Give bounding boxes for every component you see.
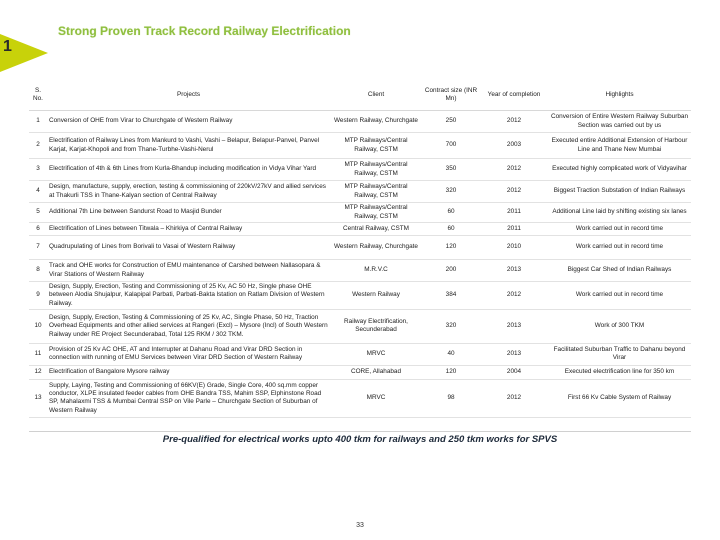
row-highlight: Work of 300 TKM xyxy=(594,322,645,330)
row-project: Track and OHE works for Construction of EMU maintenance of Carshed between Nallasopara & Virar Stations of Western Railway xyxy=(49,262,321,278)
row-year: 2013 xyxy=(506,322,522,330)
col-header-projects: Projects xyxy=(176,90,201,98)
row-project: Electrification of Bangalore Mysore railway xyxy=(49,368,170,376)
row-sno: 13 xyxy=(34,394,42,402)
page-title: Strong Proven Track Record Railway Electrification xyxy=(58,24,351,38)
col-header-highlights: Highlights xyxy=(605,90,634,98)
row-project: Conversion of OHE from Virar to Churchgate of Western Railway xyxy=(49,117,233,125)
row-contract-size: 700 xyxy=(445,141,457,149)
row-project: Design, Supply, Erection, Testing and Commissioning of 25 Kv, AC 50 Hz, Single phase OHE between Alodia Shujalpur, Kalapipal Parbati, Parbati-Bakta lstation on Ratlam Division of Western Railway. xyxy=(49,283,325,307)
row-client: Central Railway, CSTM xyxy=(343,224,409,232)
divider xyxy=(29,431,691,432)
row-contract-size: 200 xyxy=(445,266,457,274)
row-client: M.R.V.C xyxy=(364,266,388,274)
row-sno: 4 xyxy=(36,187,40,195)
row-client: MTP Railways/Central Railway, CSTM xyxy=(344,204,408,220)
row-year: 2012 xyxy=(506,165,522,173)
row-contract-size: 40 xyxy=(447,350,455,358)
row-sno: 2 xyxy=(36,141,40,149)
table-row xyxy=(29,282,691,310)
row-contract-size: 350 xyxy=(445,165,457,173)
row-sno: 12 xyxy=(34,368,42,376)
row-year: 2013 xyxy=(506,350,522,358)
projects-table xyxy=(29,80,691,418)
row-year: 2011 xyxy=(507,224,521,232)
row-sno: 10 xyxy=(34,322,42,330)
row-sno: 6 xyxy=(36,224,40,232)
row-client: MRVC xyxy=(366,350,386,358)
row-client: MTP Railways/Central Railway, CSTM xyxy=(344,183,408,199)
row-contract-size: 384 xyxy=(445,291,457,299)
row-highlight: Biggest Car Shed of Indian Railways xyxy=(567,266,672,274)
row-sno: 8 xyxy=(36,266,40,274)
row-year: 2004 xyxy=(506,368,522,376)
table-row xyxy=(29,181,691,203)
row-sno: 5 xyxy=(36,208,40,216)
col-header-contract-size: Contract size (INR Mn) xyxy=(424,86,478,102)
prequalification-note: Pre-qualified for electrical works upto 400 tkm for railways and 250 tkm works for SPVS xyxy=(162,434,558,445)
col-header-client: Client xyxy=(367,90,385,98)
row-client: Western Railway, Churchgate xyxy=(334,117,418,125)
row-project: Electrification of 4th & 6th Lines from Kurla-Bhandup including modification in Vidya Vihar Yard xyxy=(49,165,317,173)
row-client: MRVC xyxy=(366,394,386,402)
table-row xyxy=(29,260,691,282)
row-sno: 11 xyxy=(34,350,42,358)
row-project: Additional 7th Line between Sandurst Road to Masjid Bunder xyxy=(49,208,222,216)
row-contract-size: 320 xyxy=(445,322,457,330)
row-year: 2012 xyxy=(506,187,522,195)
table-row xyxy=(29,379,691,417)
row-year: 2003 xyxy=(506,141,522,149)
table-row xyxy=(29,236,691,260)
row-contract-size: 60 xyxy=(447,224,455,232)
row-contract-size: 120 xyxy=(445,368,457,376)
table-row xyxy=(29,365,691,379)
row-project: Provision of 25 Kv AC OHE, AT and Interrupter at Dahanu Road and Virar DRD Section in connection with running of EMU Services between Virar DRD Section of Western Railway xyxy=(49,346,303,362)
row-project: Electrification of Lines between Titwala – Khirkiya of Central Railway xyxy=(49,224,243,232)
row-highlight: Work carried out in record time xyxy=(575,224,664,232)
row-client: MTP Railways/Central Railway, CSTM xyxy=(344,137,408,153)
table-row xyxy=(29,133,691,159)
row-client: Railway Electrification, Secunderabad xyxy=(344,318,408,334)
row-highlight: Executed entire Additional Extension of Harbour Line and Thane New Mumbai xyxy=(551,137,688,153)
row-project: Design, manufacture, supply, erection, testing & commissioning of 220kV/27kV and allied services at Thakurli TSS in Thane-Kalyan section of Central Railway xyxy=(49,183,326,199)
row-highlight: First 66 Kv Cable System of Railway xyxy=(567,394,672,402)
row-client: Western Railway, Churchgate xyxy=(334,243,418,251)
row-sno: 3 xyxy=(36,165,40,173)
row-contract-size: 250 xyxy=(445,117,457,125)
table-header-row xyxy=(29,80,691,111)
row-contract-size: 98 xyxy=(447,394,455,402)
row-year: 2013 xyxy=(506,266,522,274)
row-highlight: Facilitated Suburban Traffic to Dahanu beyond Virar xyxy=(553,346,686,362)
row-project: Design, Supply, Erection, Testing & Commissioning of 25 Kv, AC, Single Phase, 50 Hz, Traction Overhead Equipments and other allied services at Rangeri (Excl) – Mysore (Incl) of South Western Railway under RE Project Secunderabad, Total 125 RKM / 302 TKM. xyxy=(49,313,328,338)
row-highlight: Biggest Traction Substation of Indian Railways xyxy=(553,187,686,195)
row-highlight: Work carried out in record time xyxy=(575,291,664,299)
row-client: CORE, Allahabad xyxy=(350,368,402,376)
table-row xyxy=(29,203,691,223)
row-highlight: Executed highly complicated work of Vidyavihar xyxy=(552,165,687,173)
table-row xyxy=(29,159,691,181)
page-number: 33 xyxy=(356,522,364,529)
row-project: Electrification of Railway Lines from Mankurd to Vashi, Vashi – Belapur, Belapur-Panvel, Panvel Karjat, Karjat-Khopoli and from Thane-Turbhe-Vashi-Nerul xyxy=(49,137,320,153)
section-badge-number: 1 xyxy=(3,38,12,55)
table-row xyxy=(29,309,691,343)
col-header-sno: S. No. xyxy=(33,86,43,102)
row-sno: 9 xyxy=(36,291,40,299)
row-year: 2010 xyxy=(506,243,522,251)
row-contract-size: 320 xyxy=(445,187,457,195)
row-sno: 7 xyxy=(36,243,40,251)
table-row xyxy=(29,343,691,365)
row-project: Supply, Laying, Testing and Commissioning of 66KV(E) Grade, Single Core, 400 sq.mm copper conductor, XLPE insulated feeder cables from OHE Bandra TSS, Mahim SSP, Elphinstone Road SP, Mahalaxmi TSS & Mumbai Central SSP on Vile Parle – Churchgate Section of Suburban of Western Railway xyxy=(49,381,322,414)
row-contract-size: 60 xyxy=(447,208,455,216)
table-row xyxy=(29,111,691,133)
table-row xyxy=(29,223,691,236)
row-highlight: Conversion of Entire Western Railway Suburban Section was carried out by us xyxy=(551,113,688,129)
row-year: 2011 xyxy=(507,208,521,216)
row-highlight: Additional Line laid by shifting existing six lanes xyxy=(552,208,687,216)
row-sno: 1 xyxy=(36,117,40,125)
row-year: 2012 xyxy=(506,394,522,402)
row-highlight: Work carried out in record time xyxy=(575,243,664,251)
row-client: MTP Railways/Central Railway, CSTM xyxy=(344,161,408,177)
row-project: Quadrupulating of Lines from Borivali to Vasai of Western Railway xyxy=(49,243,236,251)
row-contract-size: 120 xyxy=(445,243,457,251)
col-header-year: Year of completion xyxy=(487,90,541,98)
row-year: 2012 xyxy=(506,291,522,299)
row-client: Western Railway xyxy=(352,291,400,299)
row-highlight: Executed electrification line for 350 km xyxy=(564,368,675,376)
row-year: 2012 xyxy=(506,117,522,125)
